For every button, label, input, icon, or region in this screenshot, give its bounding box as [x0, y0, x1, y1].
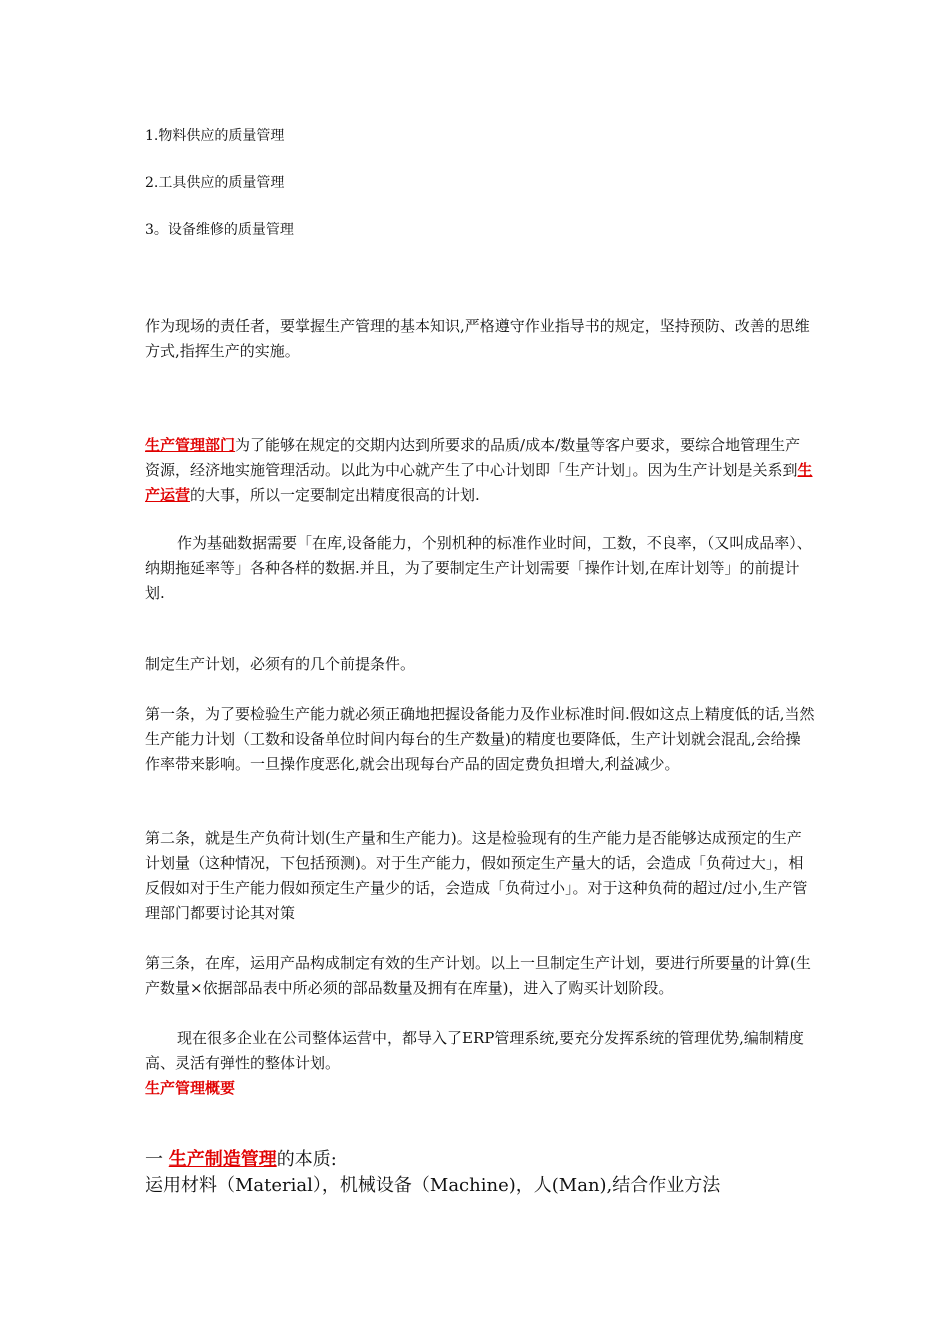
- paragraph-second: 第二条，就是生产负荷计划(生产量和生产能力)。这是检验现有的生产能力是否能够达成预定的生产计划量（这种情况，下包括预测)。对于生产能力，假如预定生产量大的话，会造成「负荷过大」，相反假如对于生产能力假如预定生产量少的话，会造成「负荷过小」。对于这种负荷的超过/过小,生产管理部门都要讨论其对策: [145, 829, 808, 922]
- list-item: 3。设备维修的质量管理: [145, 222, 294, 238]
- section-one-line: 运用材料（Material），机械设备（Machine)，人(Man),结合作业方法: [145, 1175, 721, 1196]
- paragraph-responsible: 作为现场的责任者，要掌握生产管理的基本知识,严格遵守作业指导书的规定，坚持预防、改善的思维方式,指挥生产的实施。: [145, 317, 810, 360]
- paragraph-erp: 现在很多企业在公司整体运营中，都导入了ERP管理系统,要充分发挥系统的管理优势,编制精度高、灵活有弹性的整体计划。: [145, 1029, 804, 1072]
- link-production-manufacturing-management[interactable]: 生产制造管理: [168, 1149, 277, 1170]
- section-title-suffix: 的本质:: [276, 1149, 337, 1170]
- paragraph-text: 的大事，所以一定要制定出精度很高的计划.: [190, 486, 480, 504]
- list-item: 1.物料供应的质量管理: [145, 128, 285, 144]
- link-production-operation[interactable]: 生产运营: [145, 461, 813, 504]
- section-number: 一: [145, 1149, 169, 1170]
- section-one-title: [145, 1146, 815, 1174]
- paragraph-third: 第三条，在库，运用产品构成制定有效的生产计划。以上一旦制定生产计划，要进行所要量的计算(生产数量×依据部品表中所必须的部品数量及拥有在库量)，进入了购买计划阶段。: [145, 954, 811, 997]
- paragraph-first: 第一条，为了要检验生产能力就必须正确地把握设备能力及作业标准时间.假如这点上精度低的话,当然生产能力计划（工数和设备单位时间内每台的生产数量)的精度也要降低，生产计划就会混乱,会给操作率带来影响。一旦操作度恶化,就会出现每台产品的固定费负担增大,利益减少。: [145, 705, 815, 773]
- paragraph-text: 为了能够在规定的交期内达到所要求的品质/成本/数量等客户要求，要综合地管理生产资源，经济地实施管理活动。以此为中心就产生了中心计划即「生产计划」。因为生产计划是关系到: [145, 436, 801, 479]
- heading-overview: 生产管理概要: [145, 1079, 236, 1097]
- list-item: 2.工具供应的质量管理: [145, 175, 285, 191]
- paragraph-production-dept: [145, 433, 815, 508]
- paragraph-conditions: 制定生产计划，必须有的几个前提条件。: [145, 655, 416, 673]
- paragraph-basic-data: 作为基础数据需要「在库,设备能力，个别机种的标准作业时间，工数，不良率，（又叫成品率）、纳期拖延率等」各种各样的数据.并且，为了要制定生产计划需要「操作计划,在库计划等」的前提计划.: [145, 534, 812, 602]
- link-production-management-dept[interactable]: 生产管理部门: [145, 436, 236, 454]
